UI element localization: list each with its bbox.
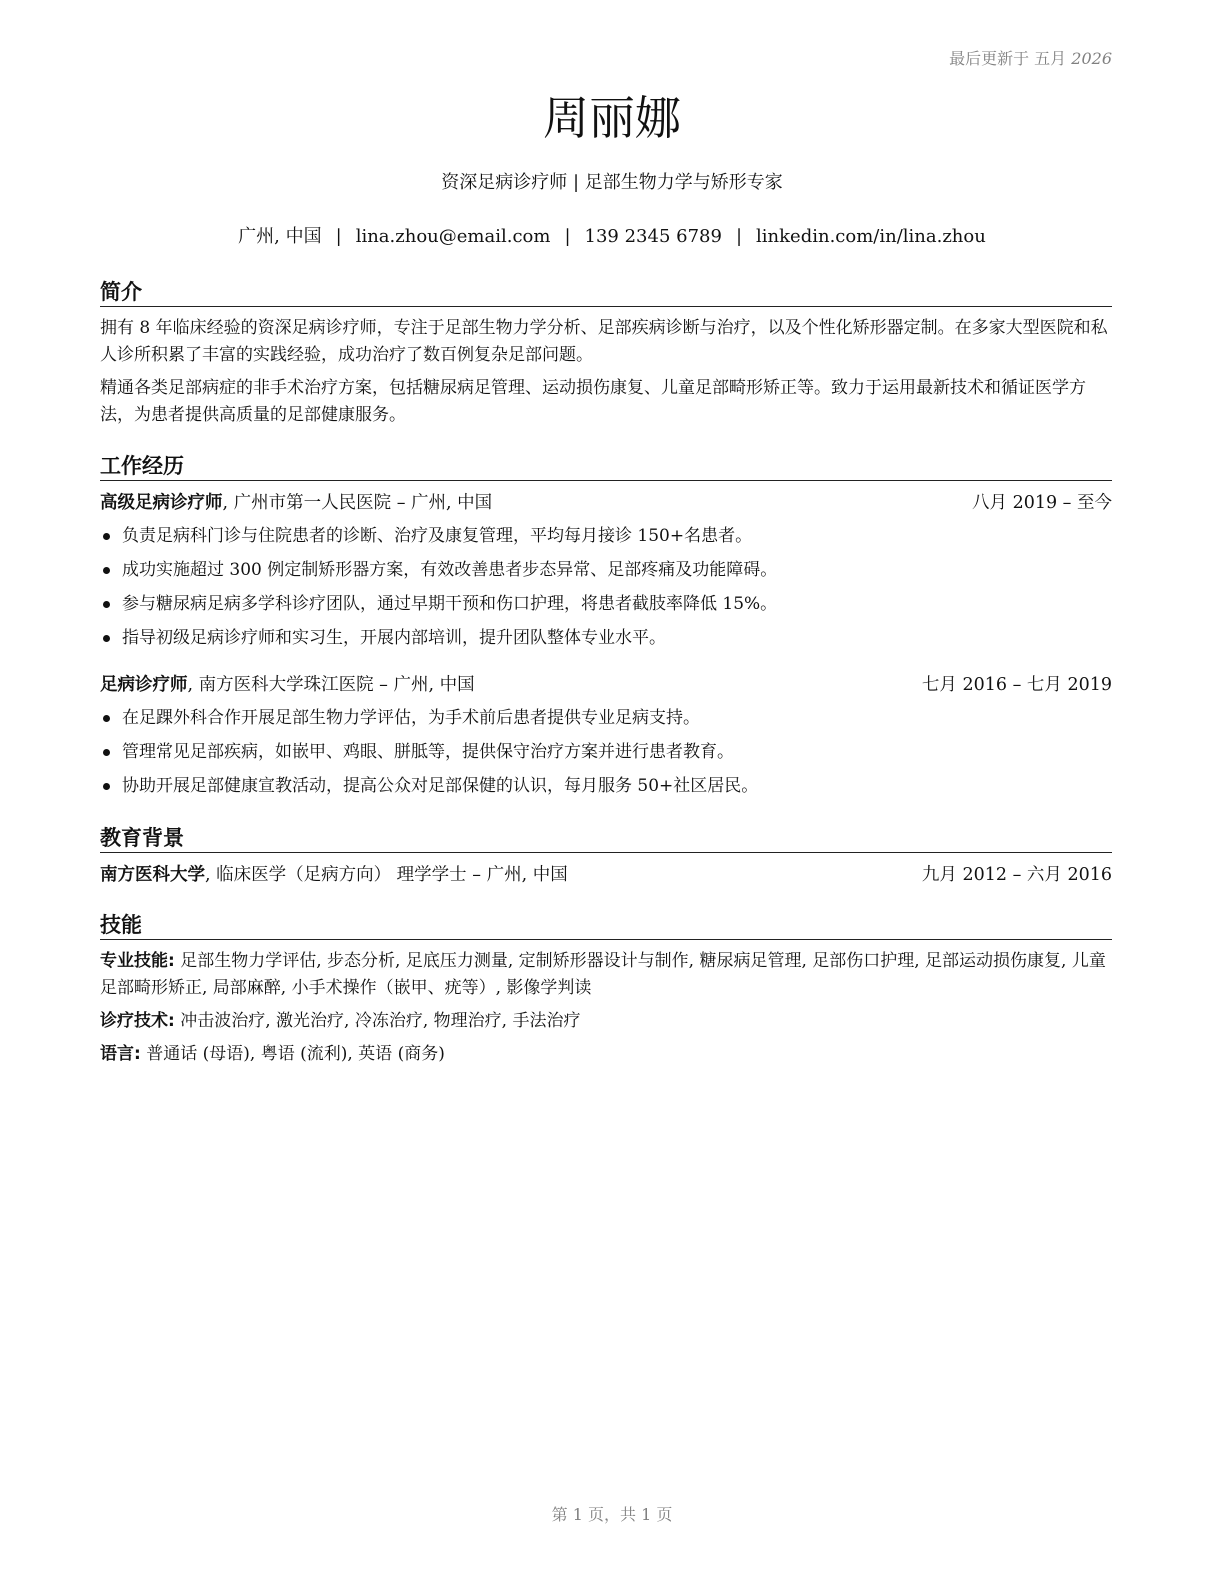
job-entry	[100, 671, 1112, 803]
summary-paragraph: 精通各类足部病症的非手术治疗方案，包括糖尿病足管理、运动损伤康复、儿童足部畸形矫正等。致力于运用最新技术和循证医学方法，为患者提供高质量的足部健康服务。	[100, 378, 1086, 425]
section-title-summary: 简介	[100, 278, 1112, 307]
summary-paragraph: 拥有 8 年临床经验的资深足病诊疗师，专注于足部生物力学分析、足部疾病诊断与治疗，以及个性化矫形器定制。在多家大型医院和私人诊所积累了丰富的实践经验，成功治疗了数百例复杂足部问题。	[100, 318, 1108, 365]
contact-separator: |	[335, 226, 342, 247]
section-title-education: 教育背景	[100, 824, 1112, 853]
list-item: 在足踝外科合作开展足部生物力学评估，为手术前后患者提供专业足病支持。	[100, 701, 1112, 735]
education-school: 南方医科大学	[100, 865, 205, 885]
job-entry	[100, 489, 1112, 655]
education-entry	[100, 861, 1112, 889]
job-title-line	[100, 489, 492, 517]
last-updated-year: 2026	[1071, 49, 1112, 68]
job-bullets	[100, 701, 1112, 803]
job-role: 足病诊疗师	[100, 675, 188, 695]
job-org: , 南方医科大学珠江医院 – 广州, 中国	[187, 675, 475, 695]
skill-label: 语言:	[100, 1044, 141, 1064]
job-dates: 七月 2016 – 七月 2019	[921, 675, 1112, 695]
job-role: 高级足病诊疗师	[100, 493, 223, 513]
contact-separator: |	[735, 226, 743, 247]
contact-location: 广州, 中国	[238, 226, 322, 247]
section-title-skills: 技能	[100, 911, 1112, 940]
skill-line	[100, 1041, 1112, 1068]
skill-line	[100, 948, 1112, 1002]
contact-email[interactable]: lina.zhou@email.com	[355, 226, 551, 247]
education-section	[100, 824, 1112, 889]
job-header	[100, 489, 1112, 517]
list-item: 参与糖尿病足病多学科诊疗团队，通过早期干预和伤口护理，将患者截肢率降低 15%。	[100, 587, 1112, 621]
skill-text: 冲击波治疗, 激光治疗, 冷冻治疗, 物理治疗, 手法治疗	[174, 1011, 581, 1031]
contact-separator: |	[564, 226, 571, 247]
candidate-name: 周丽娜	[543, 91, 681, 145]
contact-phone: 139 2345 6789	[584, 226, 722, 247]
skill-text: 足部生物力学评估, 步态分析, 足底压力测量, 定制矫形器设计与制作, 糖尿病足管理, 足部伤口护理, 足部运动损伤康复, 儿童足部畸形矫正, 局部麻醉, 小手术操作（嵌甲、疣等）, 影像学判读	[100, 951, 1106, 998]
candidate-headline: 资深足病诊疗师 | 足部生物力学与矫形专家	[441, 172, 783, 193]
skill-line	[100, 1008, 1112, 1035]
last-updated	[949, 46, 1112, 69]
job-title-line	[100, 671, 475, 699]
page-footer: 第 1 页，共 1 页	[551, 1505, 673, 1524]
education-title-line	[100, 861, 568, 889]
section-title-experience: 工作经历	[100, 452, 1112, 481]
list-item: 负责足病科门诊与住院患者的诊断、治疗及康复管理，平均每月接诊 150+名患者。	[100, 519, 1112, 553]
job-org: , 广州市第一人民医院 – 广州, 中国	[222, 493, 493, 513]
skill-label: 诊疗技术:	[100, 1011, 175, 1031]
list-item: 管理常见足部疾病，如嵌甲、鸡眼、胼胝等，提供保守治疗方案并进行患者教育。	[100, 735, 1112, 769]
skill-label: 专业技能:	[100, 951, 175, 971]
summary-section	[100, 278, 1112, 435]
contact-line	[0, 224, 1224, 250]
experience-section	[100, 452, 1112, 803]
education-detail: , 临床医学（足病方向） 理学学士 – 广州, 中国	[205, 865, 568, 885]
job-bullets	[100, 519, 1112, 655]
list-item: 指导初级足病诊疗师和实习生，开展内部培训，提升团队整体专业水平。	[100, 621, 1112, 655]
education-dates: 九月 2012 – 六月 2016	[921, 865, 1112, 885]
contact-linkedin[interactable]: linkedin.com/in/lina.zhou	[756, 226, 986, 247]
list-item: 协助开展足部健康宣教活动，提高公众对足部保健的认识，每月服务 50+社区居民。	[100, 769, 1112, 803]
job-header	[100, 671, 1112, 699]
job-dates: 八月 2019 – 至今	[972, 493, 1112, 513]
list-item: 成功实施超过 300 例定制矫形器方案，有效改善患者步态异常、足部疼痛及功能障碍。	[100, 553, 1112, 587]
skills-section	[100, 911, 1112, 1074]
last-updated-prefix: 最后更新于 五月	[949, 49, 1067, 68]
skill-text: 普通话 (母语), 粤语 (流利), 英语 (商务)	[140, 1044, 445, 1064]
